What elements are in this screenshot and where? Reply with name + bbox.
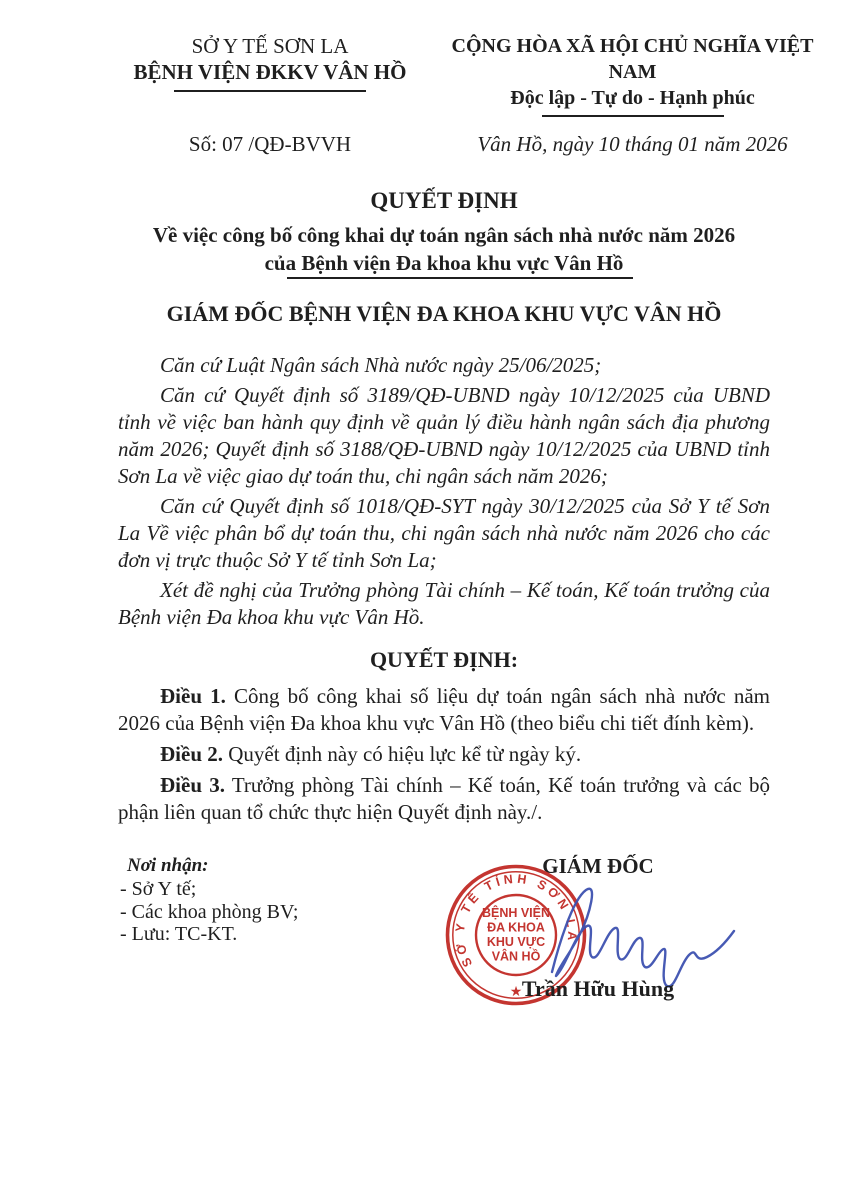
document-body: [118, 187, 770, 1200]
preamble-section: [118, 352, 770, 631]
signature-scrawl-icon: [530, 868, 740, 988]
preamble-paragraph: Căn cứ Luật Ngân sách Nhà nước ngày 25/06/2025;: [160, 353, 602, 377]
recipients-block: [120, 854, 299, 946]
article-text: Công bố công khai số liệu dự toán ngân sách nhà nước năm 2026 của Bệnh viện Đa khoa khu vực Vân Hồ (theo biểu chi tiết đính kèm).: [118, 684, 771, 735]
article-label: Điều 2.: [160, 742, 223, 766]
issuer-heading: GIÁM ĐỐC BỆNH VIỆN ĐA KHOA KHU VỰC VÂN HỒ: [166, 301, 722, 326]
svg-text:ĐA KHOA: ĐA KHOA: [487, 920, 545, 935]
subject-prefix: của: [264, 251, 302, 275]
place-and-date: Vân Hồ, ngày 10 tháng 01 năm 2026: [477, 132, 788, 156]
article-text: Quyết định này có hiệu lực kể từ ngày ký.: [228, 742, 582, 766]
preamble-paragraph: Xét đề nghị của Trưởng phòng Tài chính – Kế toán, Kế toán trưởng của Bệnh viện Đa khoa khu vực Vân Hồ.: [118, 578, 770, 629]
national-motto: Độc lập - Tự do - Hạnh phúc: [510, 87, 755, 109]
header-right-divider: [542, 115, 724, 117]
preamble-paragraph: Căn cứ Quyết định số 3189/QĐ-UBND ngày 10/12/2025 của UBND tỉnh về việc ban hành quy định về quản lý điều hành ngân sách địa phương năm 2026; Quyết định số 3188/QĐ-UBND ngày 10/12/2025 của UBND tỉnh Sơn La về việc giao dự toán thu, chi ngân sách năm 2026;: [118, 383, 770, 488]
recipient-item: - Sở Y tế;: [120, 878, 197, 900]
parent-agency-name: SỞ Y TẾ SƠN LA: [191, 34, 349, 58]
recipient-item: - Lưu: TC-KT.: [120, 923, 238, 945]
article-paragraph: [118, 741, 770, 768]
document-meta-row: [0, 132, 848, 157]
decision-heading: QUYẾT ĐỊNH:: [369, 647, 519, 672]
article-label: Điều 3.: [160, 773, 225, 797]
stamp-star-icon: ★: [509, 985, 523, 1000]
header-left-divider: [174, 90, 366, 92]
document-title: QUYẾT ĐỊNH: [370, 188, 518, 213]
document-footer: [118, 854, 770, 1200]
signer-name: Trần Hữu Hùng: [521, 976, 675, 1001]
recipient-item: - Các khoa phòng BV;: [120, 900, 299, 923]
recipients-heading: Nơi nhận:: [127, 855, 209, 876]
national-motto-block: [440, 33, 825, 117]
document-number: Số: 07 /QĐ-BVVH: [188, 132, 352, 156]
svg-text:BỆNH VIỆN: BỆNH VIỆN: [481, 906, 551, 920]
articles-section: [118, 683, 770, 826]
svg-text:KHU VỰC: KHU VỰC: [486, 935, 546, 949]
article-text: Trưởng phòng Tài chính – Kế toán, Kế toán trưởng và các bộ phận liên quan tổ chức thực hiện Quyết định này./.: [118, 773, 771, 824]
national-title: CỘNG HÒA XÃ HỘI CHỦ NGHĨA VIỆT NAM: [451, 35, 814, 83]
subject-underlined-part: Bệnh viện Đa khoa khu vực Vân Hồ: [287, 251, 633, 279]
svg-text:VÂN HỒ: VÂN HỒ: [491, 949, 541, 964]
article-paragraph: [118, 772, 770, 826]
stamp-ring-text: SỞ Y TẾ TỈNH SƠN LA: [452, 871, 580, 970]
document-header: [0, 33, 848, 117]
document-subject-line1: Về việc công bố công khai dự toán ngân sách nhà nước năm 2026: [152, 223, 736, 247]
preamble-paragraph: Căn cứ Quyết định số 1018/QĐ-SYT ngày 30/12/2025 của Sở Y tế Sơn La Về việc phân bổ dự toán thu, chi ngân sách nhà nước năm 2026 cho các đơn vị trực thuộc Sở Y tế tỉnh Sơn La;: [118, 494, 770, 572]
article-paragraph: [118, 683, 770, 737]
issuing-agency-block: [125, 33, 415, 117]
signer-role: GIÁM ĐỐC: [542, 854, 654, 878]
document-subject-line2: [118, 249, 770, 278]
article-label: Điều 1.: [160, 684, 226, 708]
issuing-unit-name: BỆNH VIỆN ĐKKV VÂN HỒ: [133, 60, 407, 84]
